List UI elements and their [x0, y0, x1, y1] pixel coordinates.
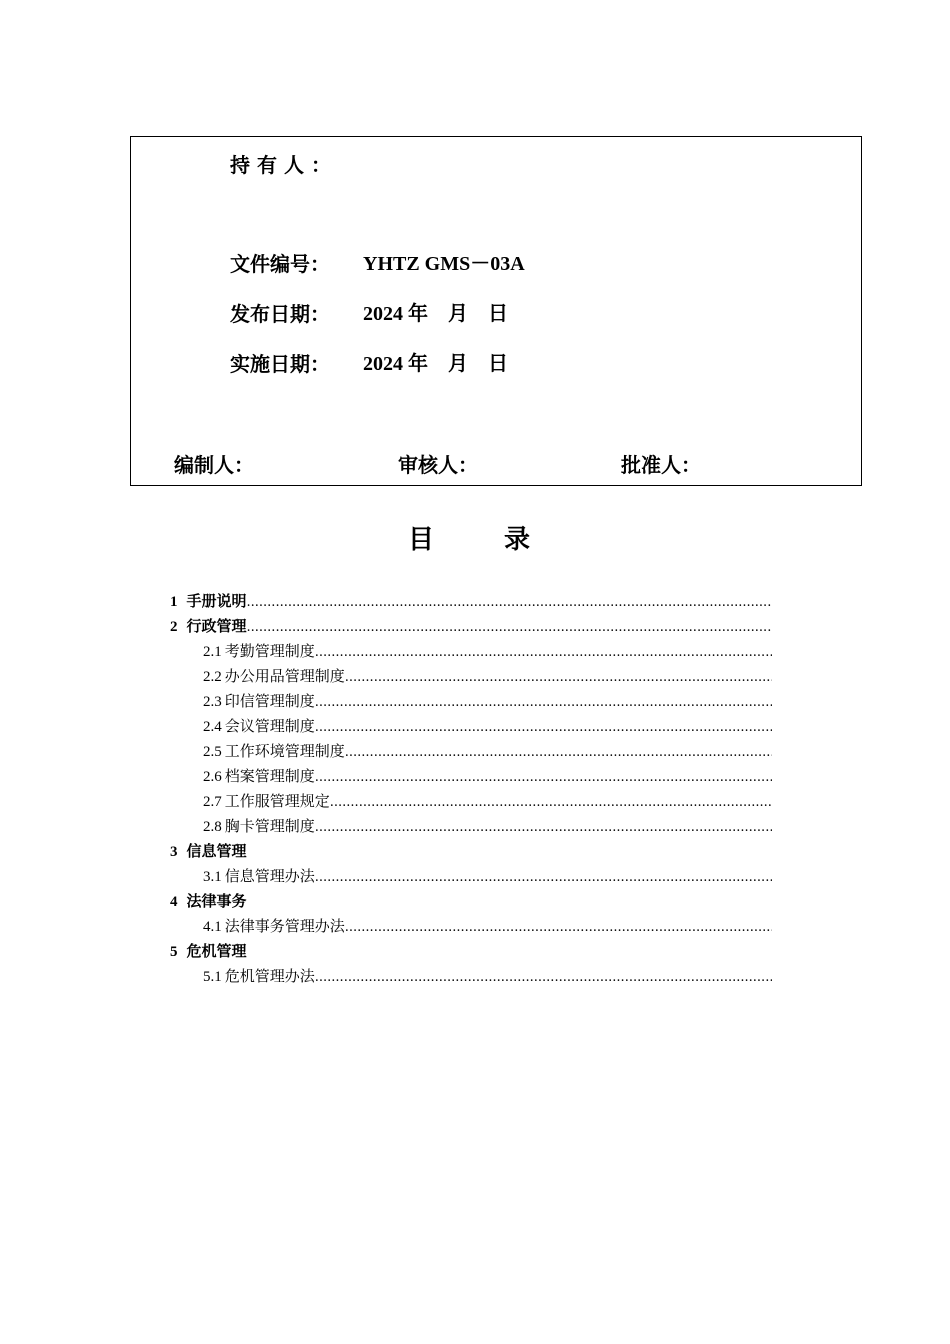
toc-entry-title: 考勤管理制度: [224, 642, 315, 660]
toc-dot-leader: [315, 690, 772, 714]
toc-entry[interactable]: [170, 889, 772, 914]
toc-dot-leader: [315, 765, 772, 789]
toc-entry-number: 3: [170, 844, 178, 860]
toc-entry[interactable]: [170, 589, 772, 614]
compiler-label: 编制人：: [174, 453, 254, 477]
toc-dot-leader: [315, 715, 772, 739]
doc-number-label: 文件编号：: [230, 252, 330, 276]
toc-entry[interactable]: [170, 764, 772, 789]
toc-entry-number: 1: [170, 594, 178, 610]
toc-entry[interactable]: [170, 814, 772, 839]
toc-entry-number: 2.8: [203, 819, 222, 835]
toc-entry-title: 信息管理: [186, 842, 247, 860]
toc-entry-number: 2.4: [203, 719, 222, 735]
toc-entry-number: 2.1: [203, 644, 222, 660]
toc-entry-title: 档案管理制度: [224, 767, 315, 785]
toc-entry-title: 工作环境管理制度: [224, 742, 345, 760]
toc-entry-title: 办公用品管理制度: [224, 667, 345, 685]
toc-entry-number: 2.6: [203, 769, 222, 785]
toc-entry[interactable]: [170, 739, 772, 764]
toc-entry-title: 危机管理办法: [224, 967, 315, 985]
toc-entry-title: 法律事务: [186, 892, 247, 910]
toc-dot-leader: [315, 965, 772, 989]
toc-entry[interactable]: [170, 664, 772, 689]
toc-entry-title: 行政管理: [186, 617, 247, 635]
toc-entry[interactable]: [170, 839, 772, 864]
toc-dot-leader: [247, 590, 772, 614]
toc-dot-leader: [247, 615, 772, 639]
toc-dot-leader: [345, 665, 772, 689]
toc-entry-title: 工作服管理规定: [224, 792, 330, 810]
toc-entry-number: 5.1: [203, 969, 222, 985]
toc-entry-title: 手册说明: [186, 592, 247, 610]
toc-entry[interactable]: [170, 614, 772, 639]
toc-entry-number: 5: [170, 944, 178, 960]
doc-number-value: YHTZ GMS－03A: [363, 253, 525, 275]
reviewer-label: 审核人：: [398, 453, 478, 477]
toc-entry-number: 4: [170, 894, 178, 910]
toc-entry[interactable]: [170, 914, 772, 939]
implement-date-label: 实施日期：: [230, 352, 330, 376]
toc-entry-title: 法律事务管理办法: [224, 917, 345, 935]
implement-date-value: 2024 年 月 日: [363, 353, 508, 375]
toc-dot-leader: [330, 790, 772, 814]
toc-dot-leader: [345, 915, 772, 939]
toc-entry-title: 印信管理制度: [224, 692, 315, 710]
toc-entry[interactable]: [170, 689, 772, 714]
toc-entry-number: 2: [170, 619, 178, 635]
toc-entry[interactable]: [170, 789, 772, 814]
toc-entry[interactable]: [170, 714, 772, 739]
toc-entry-number: 4.1: [203, 919, 222, 935]
toc-dot-leader: [315, 815, 772, 839]
toc-entry-number: 3.1: [203, 869, 222, 885]
toc-entry[interactable]: [170, 864, 772, 889]
toc-dot-leader: [315, 865, 772, 889]
toc-entry-number: 2.2: [203, 669, 222, 685]
publish-date-value: 2024 年 月 日: [363, 303, 508, 325]
toc-entry-number: 2.7: [203, 794, 222, 810]
publish-date-label: 发布日期：: [230, 302, 330, 326]
toc-entry-number: 2.3: [203, 694, 222, 710]
toc-entry[interactable]: [170, 939, 772, 964]
table-of-contents: [170, 589, 772, 989]
toc-entry-title: 会议管理制度: [224, 717, 315, 735]
toc-entry[interactable]: [170, 639, 772, 664]
toc-entry-title: 胸卡管理制度: [224, 817, 315, 835]
toc-entry-title: 危机管理: [186, 942, 247, 960]
holder-label: 持有人：: [230, 153, 338, 177]
toc-entry[interactable]: [170, 964, 772, 989]
approver-label: 批准人：: [621, 453, 701, 477]
toc-title: 目录: [407, 525, 600, 555]
toc-entry-title: 信息管理办法: [224, 867, 315, 885]
toc-entry-number: 2.5: [203, 744, 222, 760]
toc-dot-leader: [315, 640, 772, 664]
toc-dot-leader: [345, 740, 772, 764]
cover-info-box: [130, 136, 862, 486]
